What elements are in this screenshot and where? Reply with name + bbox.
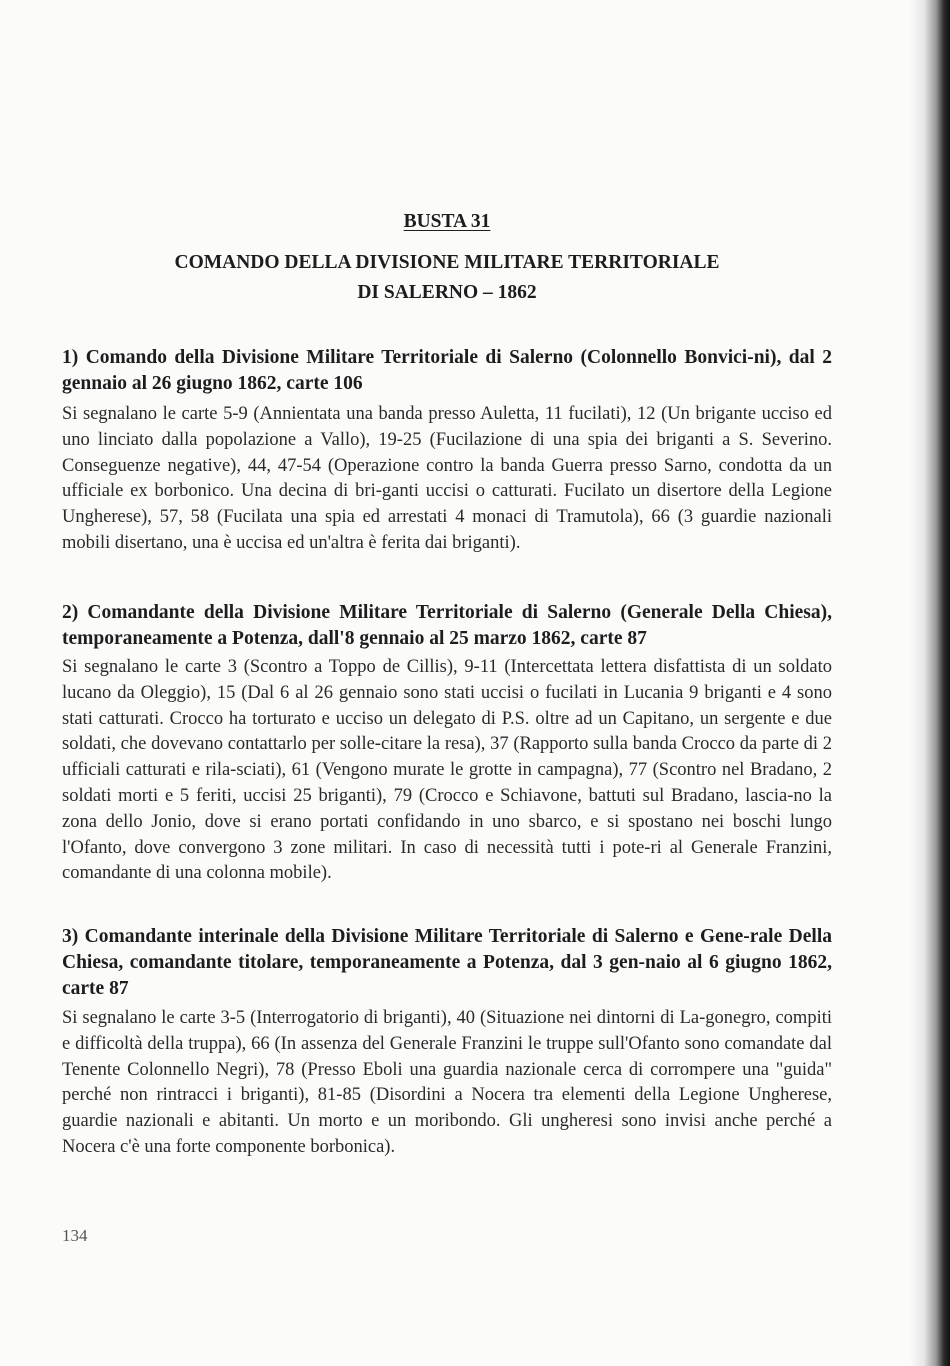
page-subtitle — [62, 248, 832, 308]
section-2-heading: 2) Comandante della Divisione Militare Territoriale di Salerno (Generale Della Chiesa), temporaneamente a Potenza, dall'8 gennaio al 25 marzo 1862, carte 87 — [62, 602, 832, 649]
section-3-body: Si segnalano le carte 3-5 (Interrogatorio di briganti), 40 (Situazione nei dintorni di La-gonegro, compiti e difficoltà della truppa), 66 (In assenza del Generale Franzini le truppe sull'Ofanto sono comandate dal Tenente Colonnello Negri), 78 (Presso Eboli una guardia nazionale cerca di corrompere una "guida" perché non rintracci i briganti), 81-85 (Disordini a Nocera tra elementi della Legione Ungherese, guardie nazionali e abitanti. Un morto e un moribondo. Gli ungheresi sono invisi anche perché a Nocera c'è una forte componente borbonica). — [62, 1008, 832, 1157]
page-title: BUSTA 31 — [403, 211, 491, 232]
section-1-heading: 1) Comando della Divisione Militare Territoriale di Salerno (Colonnello Bonvici-ni), dal 2 gennaio al 26 giugno 1862, carte 106 — [62, 347, 832, 394]
section-1-body: Si segnalano le carte 5-9 (Annientata una banda presso Auletta, 11 fucilati), 12 (Un brigante ucciso ed uno linciato dalla popolazione a Vallo), 19-25 (Fucilazione di una spia dei briganti a S. Severino. Conseguenze negative), 44, 47-54 (Operazione contro la banda Guerra presso Sarno, condotta da un ufficiale ex borbonico. Una decina di bri-ganti uccisi o catturati. Fucilato un disertore della Legione Ungherese), 57, 58 (Fucilata una spia ed arrestati 4 monaci di Tramutola), 66 (3 guardie nazionali mobili disertano, una è uccisa ed un'altra è ferita dai briganti). — [62, 404, 832, 553]
section-2-body: Si segnalano le carte 3 (Scontro a Toppo de Cillis), 9-11 (Intercettata lettera disfattista di un soldato lucano da Oleggio), 15 (Dal 6 al 26 gennaio sono stati uccisi o fucilati in Lucania 9 briganti e 4 sono stati catturati. Crocco ha torturato e ucciso un delegato di P.S. oltre ad un Capitano, un sergente e due soldati, che dovevano contattarlo per solle-citare la resa), 37 (Rapporto sulla banda Crocco da parte di 2 ufficiali catturati e rila-sciati), 61 (Vengono murate le grotte in campagna), 77 (Scontro nel Bradano, 2 soldati morti e 5 feriti, uccisi 25 briganti), 79 (Crocco e Schiavone, battuti sul Bradano, lascia-no la zona dello Jonio, dove si erano portati confidando in uno sbarco, e si spostano nei boschi lungo l'Ofanto, dove convergono 3 zone militari. In caso di necessità tutti i pote-ri al Generale Franzini, comandante di una colonna mobile). — [62, 657, 832, 884]
subtitle-line-2: DI SALERNO – 1862 — [357, 282, 537, 303]
page-number: 134 — [62, 1226, 88, 1245]
subtitle-line-1: COMANDO DELLA DIVISIONE MILITARE TERRITORIALE — [174, 252, 720, 273]
section-3-heading: 3) Comandante interinale della Divisione Militare Territoriale di Salerno e Gene-rale Della Chiesa, comandante titolare, temporaneamente a Potenza, dal 3 gen-naio al 6 giugno 1862, carte 87 — [62, 926, 832, 999]
binding-shadow — [910, 0, 950, 1366]
